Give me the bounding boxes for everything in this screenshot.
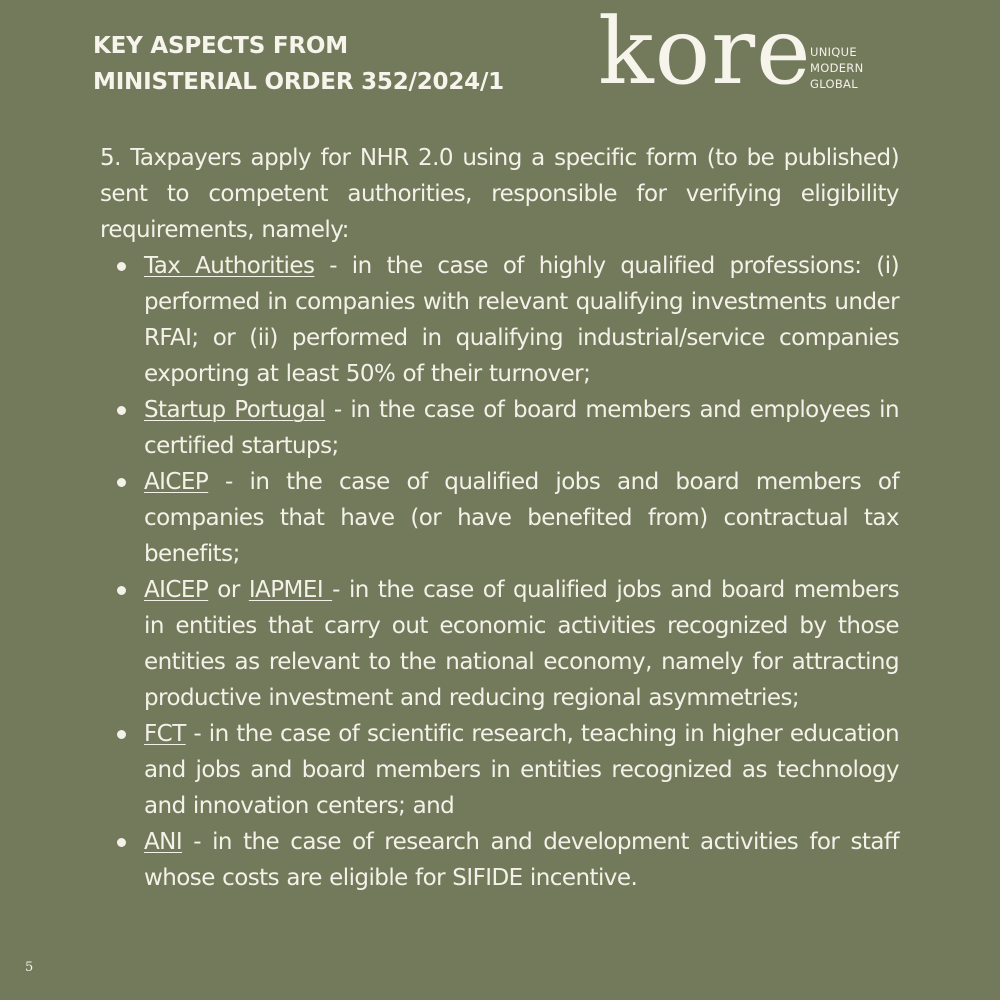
logo-tagline-line-1: UNIQUE xyxy=(810,45,857,59)
item-text: - in the case of research and development activities for staff whose costs are eligible for SIFIDE incentive. xyxy=(144,829,899,891)
item-text: - in the case of qualified jobs and board members of companies that have (or have benefited from) contractual tax benefits; xyxy=(144,469,899,567)
page-title-line-2: MINISTERIAL ORDER 352/2024/1 xyxy=(93,69,504,95)
kore-logo xyxy=(598,0,898,105)
main-content xyxy=(100,140,899,896)
logo-tagline-line-3: GLOBAL xyxy=(810,77,858,91)
entity-link: Startup Portugal xyxy=(144,397,326,423)
page-title xyxy=(93,28,563,100)
item-text: - in the case of highly qualified professions: (i) performed in companies with relevant qualifying investments under RFAI; or (ii) performed in qualifying industrial/service companies exporting at least 50% of their turnover; xyxy=(144,253,899,387)
logo-tagline xyxy=(810,44,864,92)
bullet-icon xyxy=(117,406,126,415)
list-item xyxy=(144,824,899,896)
list-item xyxy=(144,716,899,824)
bullet-icon xyxy=(117,730,126,739)
authority-list xyxy=(100,248,899,896)
intro-paragraph: 5. Taxpayers apply for NHR 2.0 using a specific form (to be published) sent to competent authorities, responsible for verifying eligibility requirements, namely: xyxy=(100,145,899,243)
item-text: - in the case of qualified jobs and board members in entities that carry out economic activities recognized by those entities as relevant to the national economy, namely for attracting productive investment and reducing regional asymmetries; xyxy=(144,577,900,711)
entity-link: Tax Authorities xyxy=(144,253,315,279)
list-item xyxy=(144,248,899,392)
logo-tagline-line-2: MODERN xyxy=(810,61,864,75)
entity-link: AICEP xyxy=(144,577,209,603)
item-text: - in the case of scientific research, teaching in higher education and jobs and board members in entities recognized as technology and innovation centers; and xyxy=(144,721,899,819)
bullet-icon xyxy=(117,262,126,271)
list-item xyxy=(144,392,899,464)
entity-link: AICEP xyxy=(144,469,209,495)
entity-link: FCT xyxy=(144,721,186,747)
entity-link: ANI xyxy=(144,829,183,855)
bullet-icon xyxy=(117,838,126,847)
list-item xyxy=(144,572,899,716)
list-item xyxy=(144,464,899,572)
item-text: - in the case of board members and employees in certified startups; xyxy=(144,397,899,459)
entity-link: IAPMEI xyxy=(248,577,333,603)
page-number: 5 xyxy=(25,960,34,975)
item-connector: or xyxy=(208,577,249,603)
logo-wordmark: kore xyxy=(598,0,812,105)
page-title-line-1: KEY ASPECTS FROM xyxy=(93,33,348,59)
bullet-icon xyxy=(117,586,126,595)
bullet-icon xyxy=(117,478,126,487)
